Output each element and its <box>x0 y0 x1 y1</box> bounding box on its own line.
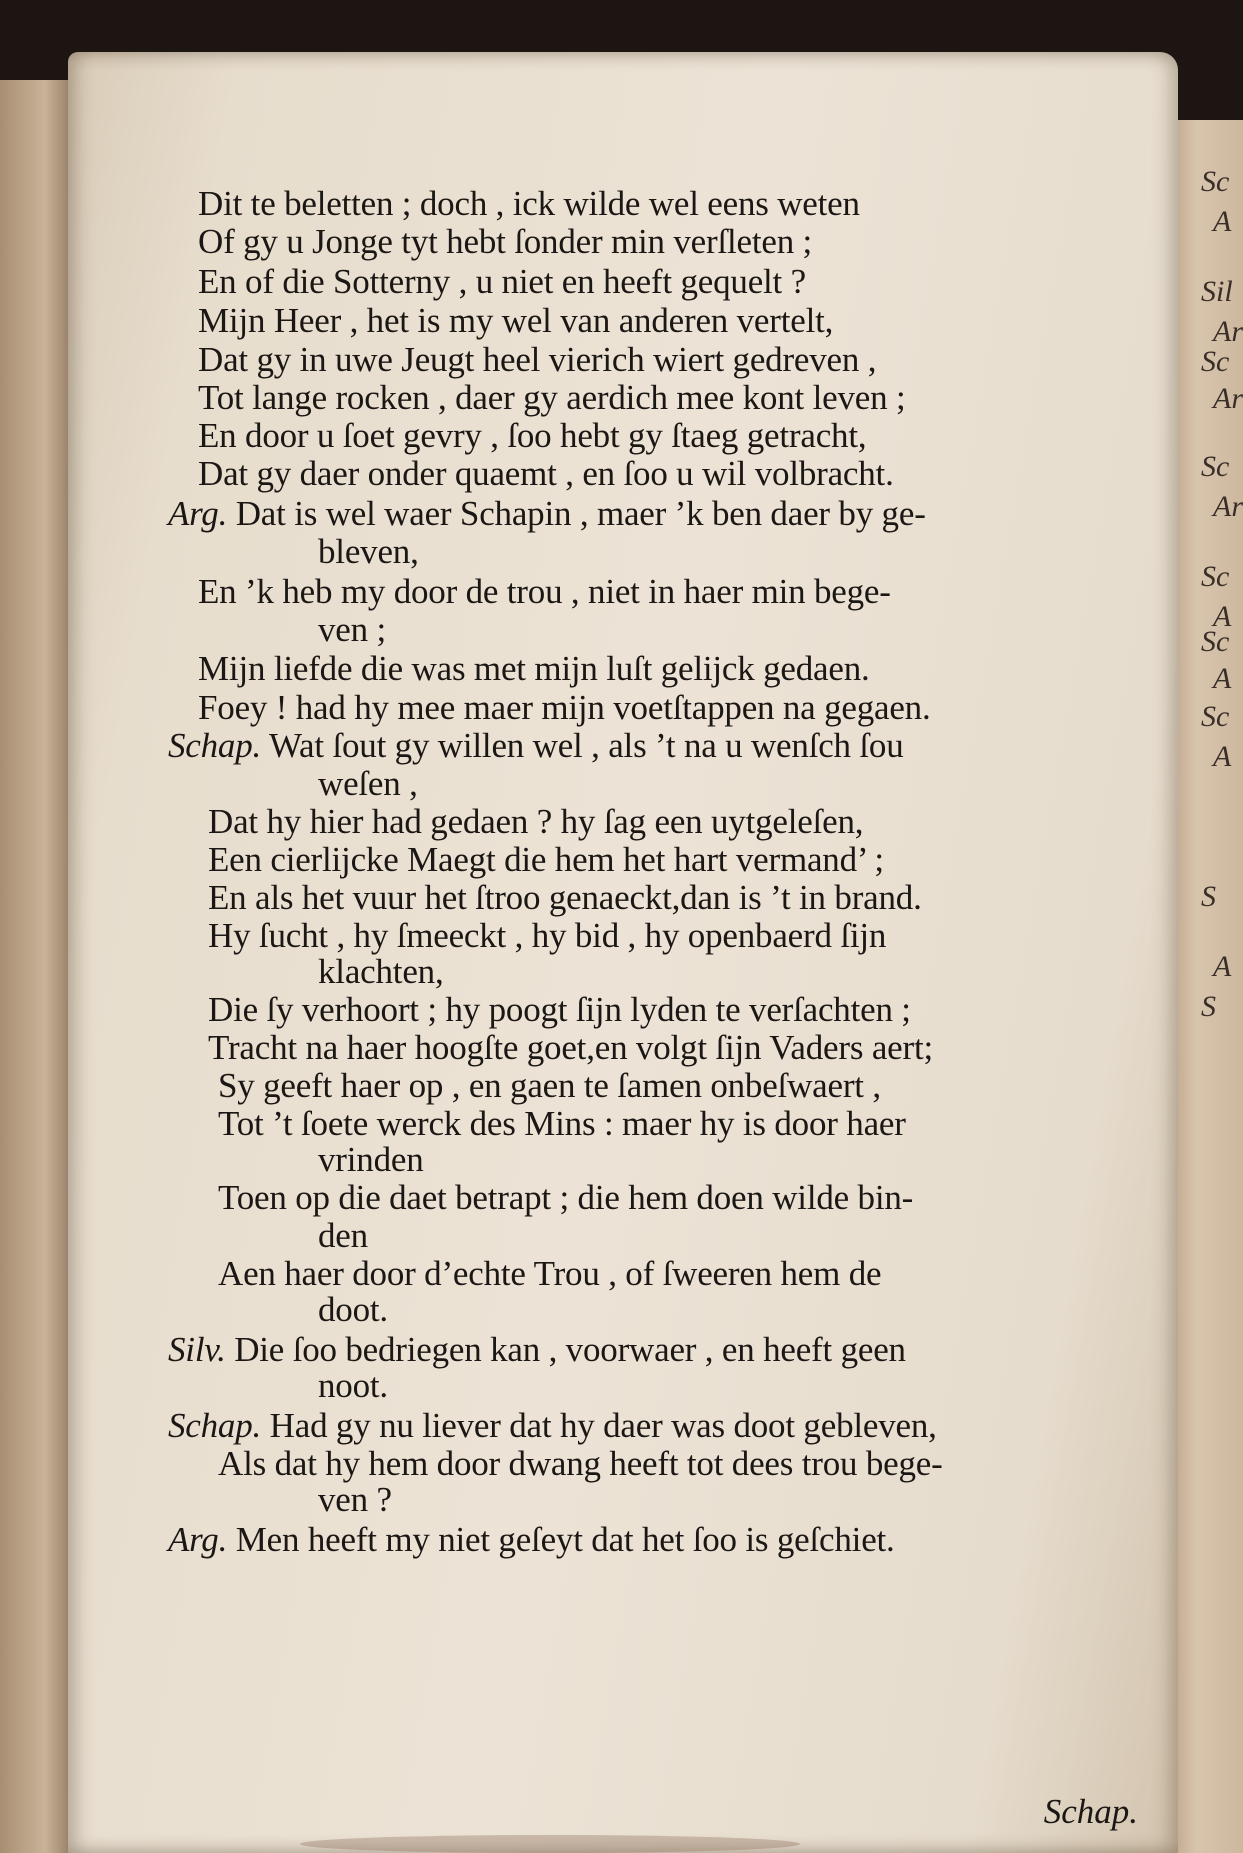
verse-text: ven ? <box>318 1480 392 1519</box>
verse-text: Als dat hy hem door dwang heeft tot dees trou bege- <box>218 1444 943 1483</box>
verse-text: Of gy u Jonge tyt hebt ſonder min verſleten ; <box>198 222 813 261</box>
facing-page-fragment: S <box>1201 990 1216 1023</box>
verse-text: Had gy nu liever dat hy daer was doot gebleven, <box>269 1406 937 1445</box>
text-line <box>318 530 419 574</box>
verse-text: Hy ſucht , hy ſmeeckt , hy bid , hy openbaerd ſijn <box>208 916 887 955</box>
verse-text: En als het vuur het ſtroo genaeckt,dan is ’t in brand. <box>208 878 922 917</box>
verse-text: Dat hy hier had gedaen ? hy ſag een uytgeleſen, <box>208 802 864 841</box>
text-line <box>318 608 386 652</box>
verse-text: vrinden <box>318 1140 424 1179</box>
facing-page-fragment: Sc <box>1201 450 1230 483</box>
verse-text: weſen , <box>318 764 418 803</box>
verse-text: noot. <box>318 1366 388 1405</box>
text-line <box>198 647 870 691</box>
facing-page-fragment: Ar <box>1213 490 1243 523</box>
verse-text: Men heeft my niet geſeyt dat het ſoo is geſchiet. <box>235 1520 895 1559</box>
facing-page-fragment: A <box>1213 950 1232 983</box>
text-line <box>168 724 904 768</box>
speaker-label: Schap. <box>168 726 262 765</box>
text-line <box>168 1328 906 1372</box>
facing-page-fragment: Sil <box>1201 275 1233 308</box>
finger-shadow <box>300 1835 800 1853</box>
text-line <box>318 1364 388 1408</box>
verse-text: Tot ’t ſoete werck des Mins : maer hy is door haer <box>218 1104 906 1143</box>
speaker-label: Arg. <box>168 494 228 533</box>
book-page <box>68 52 1178 1853</box>
text-line <box>198 260 806 304</box>
verse-text: Mijn Heer , het is my wel van anderen vertelt, <box>198 301 834 340</box>
page-text <box>68 52 1178 1853</box>
facing-page-fragment: A <box>1213 740 1232 773</box>
verse-text: Tot lange rocken , daer gy aerdich mee kont leven ; <box>198 378 906 417</box>
verse-text: Wat ſout gy willen wel , als ’t na u wenſch ſou <box>269 726 904 765</box>
verse-text: Dat is wel waer Schapin , maer ’k ben daer by ge- <box>235 494 926 533</box>
facing-page-fragment: A <box>1213 205 1232 238</box>
text-line <box>198 299 833 343</box>
speaker-label: Silv. <box>168 1330 226 1369</box>
verse-text: Dat gy daer onder quaemt , en ſoo u wil volbracht. <box>198 454 894 493</box>
verse-text: Foey ! had hy mee maer mijn voetſtappen na gegaen. <box>198 688 931 727</box>
verse-text: Dat gy in uwe Jeugt heel vierich wiert gedreven , <box>198 340 877 379</box>
text-line <box>318 1478 392 1522</box>
verse-text: Een cierlijcke Maegt die hem het hart vermand’ ; <box>208 840 884 879</box>
facing-page-fragment: A <box>1213 662 1232 695</box>
verse-text: En ’k heb my door de trou , niet in haer min bege- <box>198 572 891 611</box>
facing-page-fragment: Ar <box>1213 382 1243 415</box>
speaker-label: Arg. <box>168 1520 228 1559</box>
text-line <box>168 492 926 536</box>
verse-text: doot. <box>318 1290 388 1329</box>
verse-text: En door u ſoet gevry , ſoo hebt gy ſtaeg getracht, <box>198 416 867 455</box>
verse-text: Die ſy verhoort ; hy poogt ſijn lyden te verſachten ; <box>208 990 911 1029</box>
verse-text: bleven, <box>318 532 419 571</box>
verse-text: klachten, <box>318 952 444 991</box>
facing-page-fragment: Ar <box>1213 315 1243 348</box>
verse-text: Tracht na haer hoogſte goet,en volgt ſijn Vaders aert; <box>208 1028 933 1067</box>
text-line <box>318 1288 388 1332</box>
text-line <box>198 452 894 496</box>
verse-text: Die ſoo bedriegen kan , voorwaer , en heeft geen <box>234 1330 906 1369</box>
verse-text: ven ; <box>318 610 387 649</box>
verse-text: Sy geeft haer op , en gaen te ſamen onbeſwaert , <box>218 1066 881 1105</box>
verse-text: Dit te beletten ; doch , ick wilde wel eens weten <box>198 184 860 223</box>
facing-page-fragment: Sc <box>1201 560 1230 593</box>
facing-page-fragment: Sc <box>1201 625 1230 658</box>
facing-page-fragment: Sc <box>1201 700 1230 733</box>
facing-page-fragment: Sc <box>1201 345 1230 378</box>
text-line <box>168 1518 895 1562</box>
facing-page-fragment: Sc <box>1201 165 1230 198</box>
text-line <box>198 570 891 614</box>
verse-text: den <box>318 1216 368 1255</box>
verse-text: Mijn liefde die was met mijn luſt gelijck gedaen. <box>198 649 870 688</box>
speaker-label: Schap. <box>168 1406 262 1445</box>
verse-text: Toen op die daet betrapt ; die hem doen wilde bin- <box>218 1178 914 1217</box>
book-edge-left <box>0 80 75 1853</box>
catchword: Schap. <box>1043 1792 1138 1831</box>
verse-text: En of die Sotterny , u niet en heeft gequelt ? <box>198 262 806 301</box>
text-line <box>208 914 886 958</box>
verse-text: Aen haer door d’echte Trou , of ſweeren hem de <box>218 1254 882 1293</box>
facing-page-fragment: A <box>1213 600 1232 633</box>
facing-page-fragment: S <box>1201 880 1216 913</box>
text-line <box>198 220 812 264</box>
